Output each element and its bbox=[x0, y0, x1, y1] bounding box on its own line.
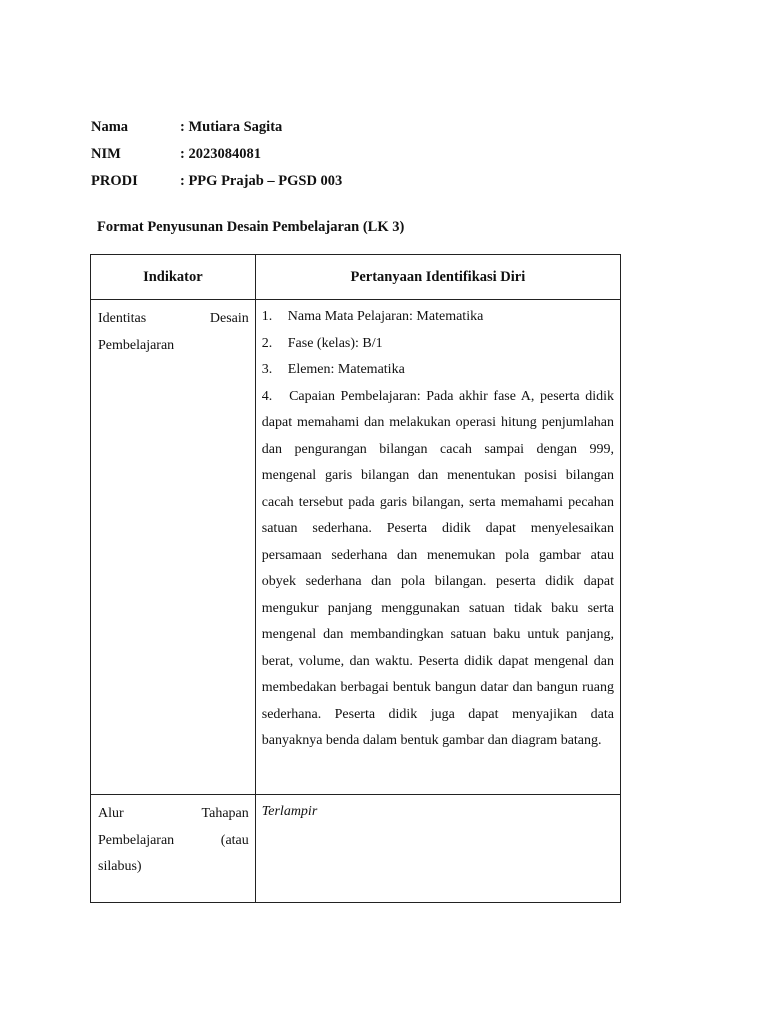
terlampir-text: Terlampir bbox=[261, 804, 318, 819]
list-item bbox=[262, 331, 614, 358]
table-header-row bbox=[91, 255, 621, 300]
header-pertanyaan: Pertanyaan Identifikasi Diri bbox=[255, 255, 620, 300]
section-title: Format Penyusunan Desain Pembelajaran (LK 3) bbox=[97, 219, 405, 235]
info-value: : PPG Prajab – PGSD 003 bbox=[180, 173, 343, 189]
list-item bbox=[262, 304, 614, 331]
list-number: 1. bbox=[261, 309, 273, 324]
indikator-line: Pembelajaran bbox=[98, 337, 175, 353]
indikator-line: Pembelajaran (atau bbox=[98, 832, 249, 848]
list-item bbox=[262, 357, 614, 384]
list-text: Nama Mata Pelajaran: Matematika bbox=[287, 309, 484, 324]
indikator-line: Alur Tahapan bbox=[98, 806, 249, 821]
lk-table bbox=[90, 254, 621, 903]
table-row bbox=[91, 300, 621, 795]
list-text: Elemen: Matematika bbox=[287, 362, 405, 377]
list-number: 2. bbox=[261, 335, 273, 351]
info-row-nama bbox=[91, 114, 342, 141]
info-label: PRODI bbox=[91, 173, 138, 189]
indikator-line: silabus) bbox=[98, 859, 142, 874]
list-text: Fase (kelas): B/1 bbox=[287, 335, 383, 351]
student-info bbox=[91, 114, 342, 195]
list-number: 3. bbox=[261, 362, 273, 377]
info-value: : 2023084081 bbox=[180, 146, 261, 162]
capaian-text: Capaian Pembelajaran: Pada akhir fase A, peserta didik dapat memahami dan melakukan operasi hitung penjumlahan dan pengurangan bilangan cacah sampai dengan 999, mengenal garis bilangan dan menentukan posisi bilangan cacah tersebut pada garis bilangan, serta memahami pecahan satuan sederhana. Peserta didik dapat menyelesaikan persamaan sederhana dan menemukan pola gambar atau obyek sederhana dan pola bilangan. peserta didik dapat mengukur panjang menggunakan satuan tidak baku serta mengenal dan membandingkan satuan baku untuk panjang, berat, volume, dan waktu. Peserta didik dapat mengenal dan membedakan berbagai bentuk bangun datar dan bangun ruang sederhana. Peserta didik juga dapat menyajikan data banyaknya benda dalam bentuk gambar dan diagram batang. bbox=[261, 388, 614, 748]
table-row bbox=[91, 795, 621, 903]
info-label: NIM bbox=[91, 146, 121, 162]
info-value: : Mutiara Sagita bbox=[180, 119, 283, 135]
pertanyaan-cell bbox=[255, 300, 620, 795]
info-row-nim bbox=[91, 141, 342, 168]
list-number: 4. bbox=[261, 388, 273, 404]
header-indikator: Indikator bbox=[91, 255, 256, 300]
indikator-cell bbox=[91, 300, 256, 795]
pertanyaan-cell bbox=[255, 795, 620, 903]
indikator-line: Identitas Desain bbox=[98, 311, 249, 326]
info-row-prodi bbox=[91, 168, 342, 195]
capaian-paragraph bbox=[262, 384, 614, 755]
info-label: Nama bbox=[91, 119, 129, 135]
indikator-cell bbox=[91, 795, 256, 903]
